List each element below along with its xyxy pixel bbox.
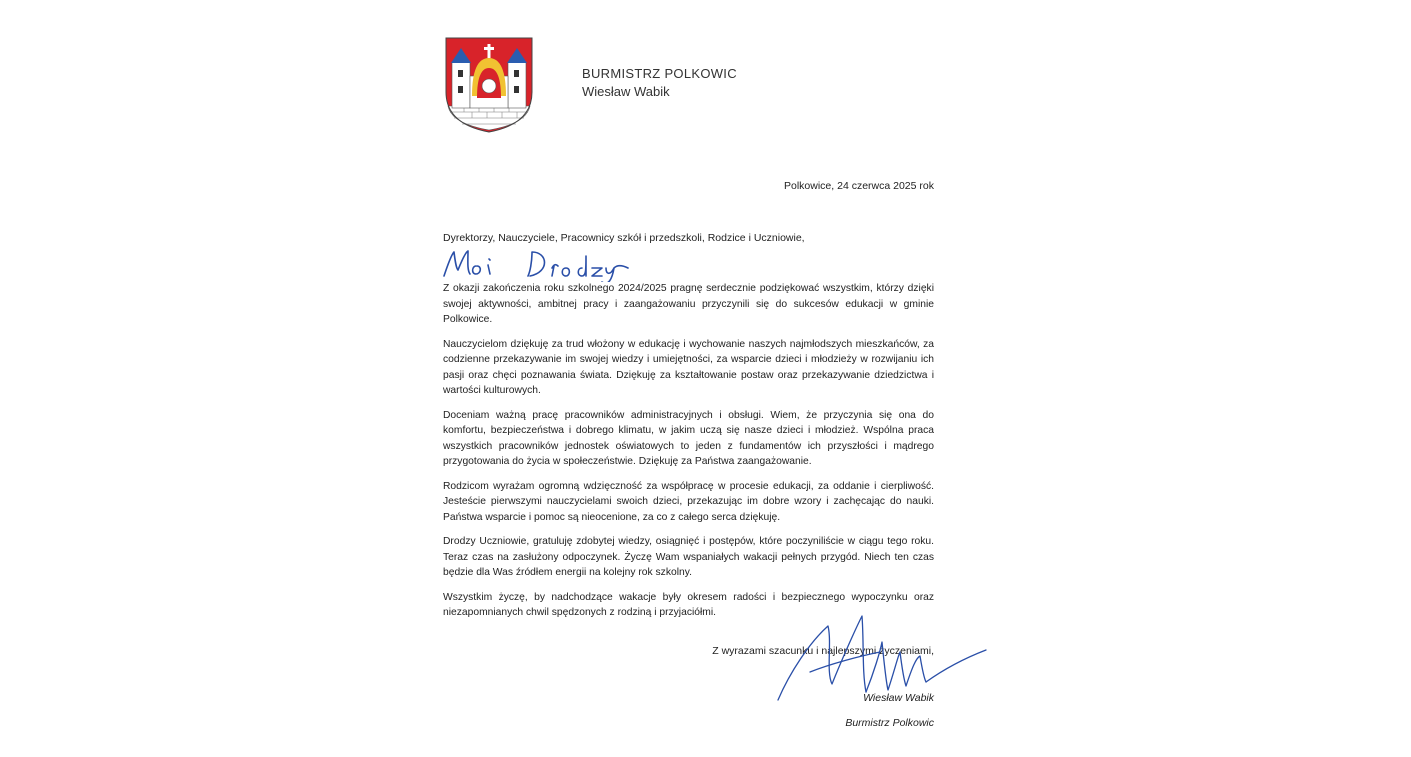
letter-body: [443, 281, 934, 630]
paragraph: Z okazji zakończenia roku szkolnego 2024/2025 pragnę serdecznie podziękować wszystkim, którzy dzięki swojej aktywności, ambitnej pracy i zaangażowaniu przyczynili się do sukcesów edukacji w gminie Polkowice.: [443, 283, 934, 325]
letterhead-title: BURMISTRZ POLKOWIC: [582, 66, 737, 81]
letterhead-name: Wiesław Wabik: [582, 84, 670, 99]
letterhead: [582, 66, 737, 99]
signature-name: Wiesław Wabik: [863, 692, 934, 704]
closing-line: Z wyrazami szacunku i najlepszymi życzeniami,: [712, 645, 934, 657]
letter-date: Polkowice, 24 czerwca 2025 rok: [784, 180, 934, 192]
salutation: Dyrektorzy, Nauczyciele, Pracownicy szkół i przedszkoli, Rodzice i Uczniowie,: [443, 232, 805, 244]
paragraph: Drodzy Uczniowie, gratuluję zdobytej wiedzy, osiągnięć i postępów, które poczyniliście w ciągu tego roku. Teraz czas na zasłużony odpoczynek. Życzę Wam wspaniałych wakacji pełnych przygód. Niech ten czas będzie dla Was źródłem energii na kolejny rok szkolny.: [443, 536, 934, 578]
paragraph: Doceniam ważną pracę pracowników administracyjnych i obsługi. Wiem, że przyczynia się ona do komfortu, bezpieczeństwa i dobrego klimatu, w jakim uczą się nasze dzieci i młodzież. Wspólna praca wszystkich pracowników jednostek oświatowych to jeden z fundamentów ich przyszłości i mądrego przygotowania do życia w społeczeństwie. Dziękuję za Państwa zaangażowanie.: [443, 409, 934, 467]
coat-of-arms-icon: [444, 36, 534, 134]
paragraph: Rodzicom wyrażam ogromną wdzięczność za współpracę w procesie edukacji, za oddanie i cierpliwość. Jesteście pierwszymi nauczycielami swoich dzieci, przekazując im dobre wzory i zachęcając do nauki. Państwa wsparcie i pomoc są nieocenione, za co z całego serca dziękuję.: [443, 480, 934, 523]
signature-title: Burmistrz Polkowic: [845, 717, 934, 729]
handwritten-greeting: [440, 246, 630, 282]
paragraph: Wszystkim życzę, by nadchodzące wakacje były okresem radości i bezpiecznego wypoczynku oraz niezapomnianych chwil spędzonych z rodziną i przyjaciółmi.: [443, 591, 934, 618]
paragraph: Nauczycielom dziękuję za trud włożony w edukację i wychowanie naszych najmłodszych mieszkańców, za codzienne przekazywanie im swojej wiedzy i umiejętności, za wsparcie dzieci i młodzieży w rozwijaniu ich pasji oraz chęci poznawania świata. Dziękuję za kształtowanie postaw oraz przekazywanie dziedzictwa i wartości kulturowych.: [443, 338, 934, 396]
